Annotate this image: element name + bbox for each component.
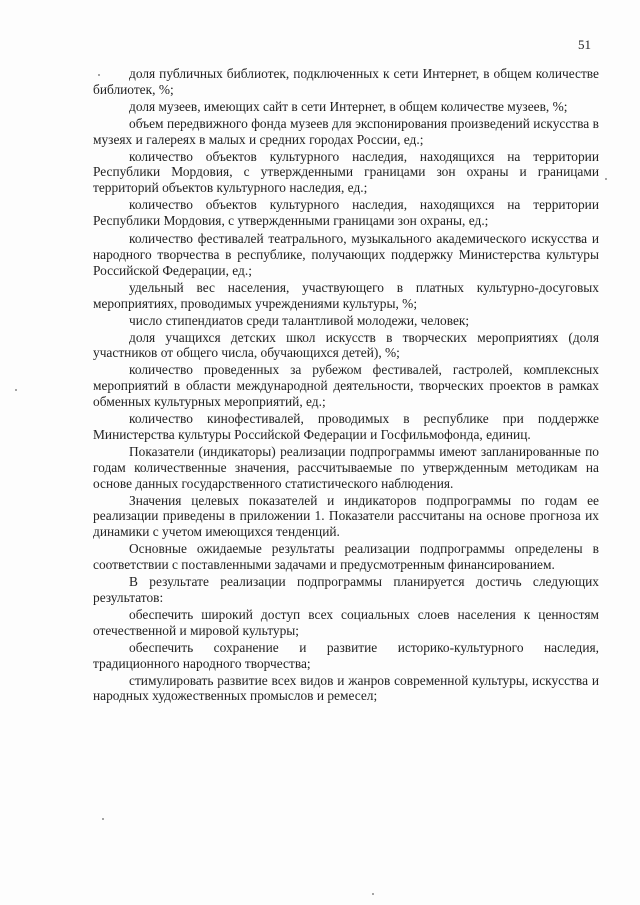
paragraph: число стипендиатов среди талантливой молодежи, человек; <box>129 312 470 328</box>
paragraph: количество фестивалей театрального, музыкального академического искусства и народного творчества в республике, получающих поддержку Министерства культуры Российской Федерации, ед.; <box>93 231 599 278</box>
paragraph: В результате реализации подпрограммы планируется достичь следующих результатов: <box>93 574 599 605</box>
paragraph: Показатели (индикаторы) реализации подпрограммы имеют запланированные по годам количественные значения, рассчитываемые по утвержденным методикам на основе данных государственного статистического наблюдения. <box>93 443 599 491</box>
scan-speck <box>15 389 17 391</box>
paragraph: количество проведенных за рубежом фестивалей, гастролей, комплексных мероприятий в области международной деятельности, творческих проектов в рамках обменных культурных мероприятий, ед.; <box>93 362 599 410</box>
paragraph: Значения целевых показателей и индикаторов подпрограммы по годам ее реализации приведены в приложении 1. Показатели рассчитаны на основе прогноза их динамики с учетом имеющихся тенденций. <box>93 492 599 540</box>
paragraph: объем передвижного фонда музеев для экспонирования произведений искусства в музеях и галереях в малых и средних городах России, ед.; <box>93 115 599 147</box>
scan-speck <box>605 178 607 180</box>
paragraph: удельный вес населения, участвующего в платных культурно-досуговых мероприятиях, проводимых учреждениями культуры, %; <box>93 279 599 311</box>
page-number: 51 <box>578 37 591 52</box>
scan-speck <box>102 818 104 820</box>
paragraph: обеспечить сохранение и развитие историко-культурного наследия, традиционного народного творчества; <box>93 639 599 671</box>
body-text <box>93 66 599 705</box>
scan-speck <box>372 893 374 895</box>
paragraph: количество объектов культурного наследия, находящихся на территории Республики Мордовия, с утвержденными границами зон охраны, ед.; <box>93 197 599 229</box>
paragraph: доля музеев, имеющих сайт в сети Интернет, в общем количестве музеев, %; <box>129 98 568 114</box>
paragraph: количество объектов культурного наследия, находящихся на территории Республики Мордовия, с утвержденными границами зон охраны и границами территорий объектов культурного наследия, ед.; <box>93 148 599 196</box>
paragraph: доля публичных библиотек, подключенных к сети Интернет, в общем количестве библиотек, %; <box>93 66 599 97</box>
paragraph: Основные ожидаемые результаты реализации подпрограммы определены в соответствии с поставленными задачами и предусмотренным финансированием. <box>93 541 599 573</box>
paragraph: доля учащихся детских школ искусств в творческих мероприятиях (доля участников от общего числа, обучающихся детей), %; <box>93 329 599 361</box>
scan-speck <box>98 74 100 76</box>
paragraph: стимулировать развитие всех видов и жанров современной культуры, искусства и народных художественных промыслов и ремесел; <box>93 672 599 704</box>
paragraph: количество кинофестивалей, проводимых в республике при поддержке Министерства культуры Российской Федерации и Госфильмофонда, единиц. <box>93 411 599 442</box>
paragraph: обеспечить широкий доступ всех социальных слоев населения к ценностям отечественной и мировой культуры; <box>93 606 599 638</box>
